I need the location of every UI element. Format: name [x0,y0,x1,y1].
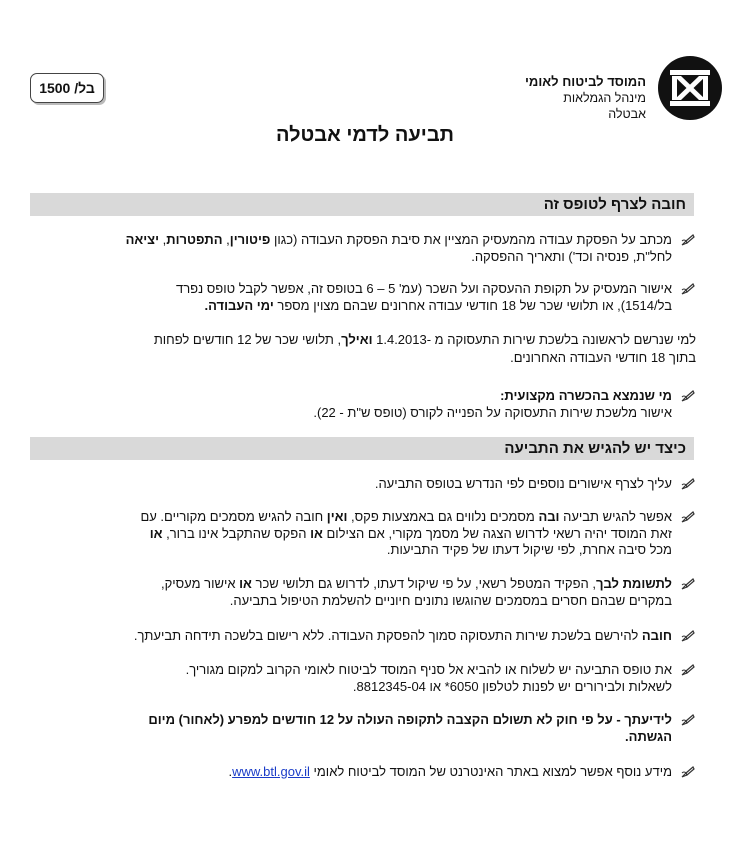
pen-icon [680,577,696,591]
pen-icon [680,765,696,779]
pen-icon [680,477,696,491]
list-item-notice: לידיעתך - על פי חוק לא תשולם הקצבה לתקופה העולה על 12 חודשים למפרע (לאחור) מיום הגשתה. [148,712,672,744]
section-heading-how-to-submit: כיצד יש להגיש את התביעה [30,437,694,460]
pen-icon [680,629,696,643]
list-item: עליך לצרף אישורים נוספים לפי הנדרש בטופס התביעה. [374,476,672,491]
list-item: את טופס התביעה יש לשלוח או להביא אל סניף המוסד לביטוח לאומי הקרוב למקום מגוריך. לשאלות ולבירורים יש לפנות לטלפון 6050* או 8812345-04. [185,662,672,694]
org-header [525,74,646,122]
pen-icon [680,663,696,677]
branch: אבטלה [608,107,646,121]
list-item: לתשומת לבך, הפקיד המטפל רשאי, על פי שיקול דעתו, לדרוש גם תלושי שכר או אישור מעסיק, במקרים שבהם חסרים במסמכים שהוגשו נתונים חיוניים להשלמת הטיפול בתביעה. [160,576,672,608]
pen-icon [680,713,696,727]
page-title: תביעה לדמי אבטלה [276,124,454,146]
btl-logo [656,54,724,122]
pen-icon [680,282,696,296]
pen-icon [680,233,696,247]
pen-icon [680,510,696,524]
list-item: אפשר להגיש תביעה ובה מסמכים נלווים גם באמצעות פקס, ואין חובה להגיש מסמכים מקוריים. עם זאת המוסד יהיה רשאי לדרוש הצגה של מסמך מקורי, אם הצילום או הפקס שהתקבל אינו ברור, או מכל סיבה אחרת, לפי שיקול דעתו של פקיד התביעות. [140,509,672,557]
list-item: אישור המעסיק על תקופת ההעסקה ועל השכר (עמ' 5 – 6 בטופס זה, אפשר לקבל טופס נפרד בל/1514), או תלושי שכר של 18 חודשי עבודה אחרונים שבהם מצוין מספר ימי העבודה. [176,281,672,313]
list-item: מכתב על הפסקת עבודה מהמעסיק המציין את סיבת הפסקת העבודה (כגון פיטורין, התפטרות, יציאה לחל"ת, פנסיה וכד') ותאריך ההפסקה. [125,232,672,264]
org-name: המוסד לביטוח לאומי [525,74,646,89]
department: מינהל הגמלאות [563,91,646,105]
pen-icon [680,389,696,403]
note-paragraph: למי שנרשם לראשונה בלשכת שירות התעסוקה מ -1.4.2013 ואילך, תלושי שכר של 12 חודשים לפחות בתוך 18 חודשי העבודה האחרונים. [153,332,696,365]
btl-website-link[interactable]: www.btl.gov.il [232,764,310,779]
list-item: מידע נוסף אפשר למצוא באתר האינטרנט של המוסד לביטוח לאומי www.btl.gov.il. [228,764,672,779]
section-heading-required-docs: חובה לצרף לטופס זה [30,193,694,216]
list-item: חובה להירשם בלשכת שירות התעסוקה סמוך להפסקת העבודה. ללא רישום בלשכה תידחה תביעתך. [133,628,672,643]
list-item: מי שנמצא בהכשרה מקצועית: אישור מלשכת שירות התעסוקה על הפנייה לקורס (טופס ש"ת - 22). [313,388,672,420]
form-number-badge: בל/ 1500 [30,73,104,103]
